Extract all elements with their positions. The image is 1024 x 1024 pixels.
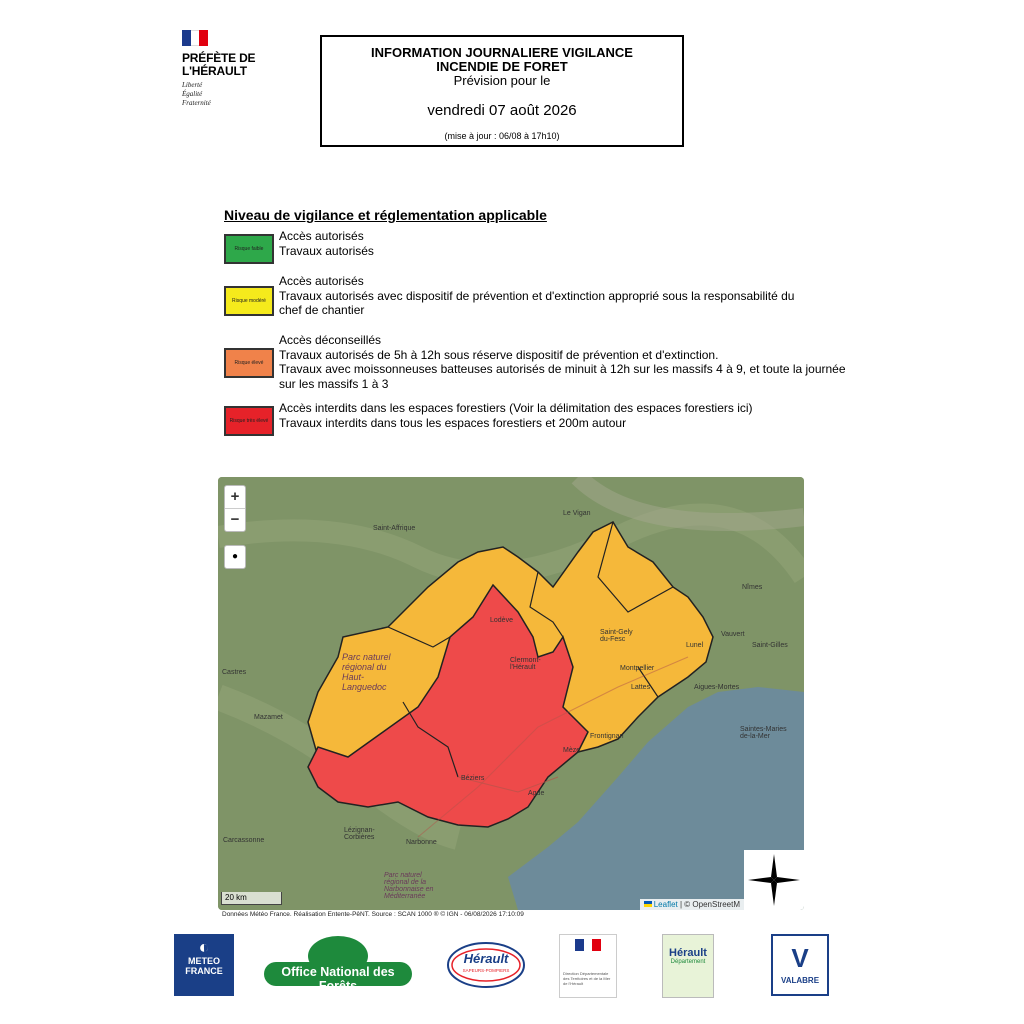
meteo-france-symbol-icon: ◐ <box>198 937 210 957</box>
place-label: Lodève <box>490 617 513 624</box>
update-time: (mise à jour : 06/08 à 17h10) <box>444 131 560 141</box>
prefecture-name: PRÉFÈTE DE L'HÉRAULT <box>182 51 256 78</box>
scale-bar: 20 km <box>221 892 282 905</box>
park-label: Parc naturel régional de la Narbonnaise en Méditerranée <box>384 872 434 900</box>
globe-icon: ● <box>231 551 239 562</box>
osm-attribution[interactable]: | © OpenStreetM <box>680 900 740 909</box>
zoom-control <box>224 485 246 532</box>
french-flag-icon <box>182 30 208 46</box>
place-label: Mazamet <box>254 714 283 721</box>
swatch-low: Risque faible <box>224 234 274 264</box>
swatch-very-high: Risque très élevé <box>224 406 274 436</box>
legend-text: Accès autorisés Travaux autorisés avec dispositif de prévention et d'extinction approprié sous la responsabilité du chef de chantier <box>279 274 795 317</box>
swatch-high: Risque élevé <box>224 348 274 378</box>
place-label: Lunel <box>686 642 704 649</box>
place-label: Frontignan <box>590 733 624 740</box>
compass-rose-icon <box>744 850 804 910</box>
legend-item-low <box>224 229 374 264</box>
meteo-france-logo: ◐ METEO FRANCE <box>174 934 234 996</box>
vigilance-map[interactable] <box>218 477 804 910</box>
map-source: Données Météo France. Réalisation Entente-PêNT. Source : SCAN 1000 ® © IGN - 06/08/2026 17:10:09 <box>222 911 524 918</box>
place-label: Lézignan-Corbières <box>344 827 375 841</box>
ddtm-logo: Direction Départementale des Territoires et de la Mer de l'Hérault <box>559 934 617 998</box>
place-label: Saintes-Maries de-la-Mer <box>740 726 787 740</box>
zoom-in-button[interactable]: + <box>230 488 240 505</box>
title-line-1: INFORMATION JOURNALIERE VIGILANCE <box>371 45 633 60</box>
valabre-v-icon: V <box>791 943 809 973</box>
place-label: Montpellier <box>620 665 655 672</box>
place-label: Le Vigan <box>563 510 591 517</box>
place-label: Castres <box>222 669 247 676</box>
forecast-date: vendredi 07 août 2026 <box>427 102 577 119</box>
legend-text: Accès interdits dans les espaces forestiers (Voir la délimitation des espaces forestiers ici) Travaux interdits dans tous les espaces forestiers et 200m autour <box>279 401 753 430</box>
place-label: Agde <box>528 790 545 797</box>
legend-item-moderate <box>224 274 794 318</box>
onf-logo: Office National des Forêts <box>264 934 412 996</box>
prefecture-logo <box>182 30 272 108</box>
place-label: Saint-Gilles <box>752 642 788 649</box>
valabre-logo: V VALABRE <box>771 934 829 996</box>
legend-text: Accès déconseillés Travaux autorisés de 5h à 12h sous réserve dispositif de prévention et d'extinction. Travaux avec moissonneuses batteuses autorisés de minuit à 12h sur les massifs 4 à 9, et toute la journée sur les massifs 1 à 3 <box>279 333 846 391</box>
title-box <box>320 35 684 147</box>
map-attribution <box>640 899 745 910</box>
place-label: Nîmes <box>742 584 763 591</box>
legend-title: Niveau de vigilance et réglementation applicable <box>224 207 547 223</box>
place-label: Saint-Affrique <box>373 525 416 532</box>
legend-item-high <box>224 333 846 391</box>
leaflet-link[interactable]: Leaflet <box>653 900 678 909</box>
place-label: Mèze <box>563 747 581 754</box>
place-label: Béziers <box>461 775 485 782</box>
legend-text: Accès autorisés Travaux autorisés <box>279 229 374 258</box>
place-label: Vauvert <box>721 631 745 638</box>
republic-motto: Liberté Égalité Fraternité <box>182 81 211 107</box>
french-flag-icon <box>575 939 601 951</box>
herault-departement-logo: Hérault Département <box>662 934 714 998</box>
legend-item-very-high <box>224 401 753 436</box>
forecast-label: Prévision pour le <box>453 73 551 88</box>
park-label: Parc naturel régional du Haut-Languedoc <box>342 652 391 692</box>
title-line-2: INCENDIE DE FORET <box>436 59 568 74</box>
sdis-herault-logo: Hérault SAPEURS-POMPIERS <box>446 934 526 996</box>
place-label: Lattes <box>631 684 651 691</box>
place-label: Aigues-Mortes <box>694 684 740 691</box>
place-label: Saint-Gely du-Fesc <box>600 629 633 643</box>
map-canvas[interactable] <box>218 477 804 910</box>
locate-button[interactable] <box>224 545 246 569</box>
place-label: Clermont-l'Hérault <box>510 657 541 671</box>
swatch-moderate: Risque modéré <box>224 286 274 316</box>
place-label: Carcassonne <box>223 837 265 844</box>
place-label: Narbonne <box>406 839 437 846</box>
ukraine-flag-icon <box>644 901 652 907</box>
zoom-out-button[interactable]: − <box>225 508 245 531</box>
